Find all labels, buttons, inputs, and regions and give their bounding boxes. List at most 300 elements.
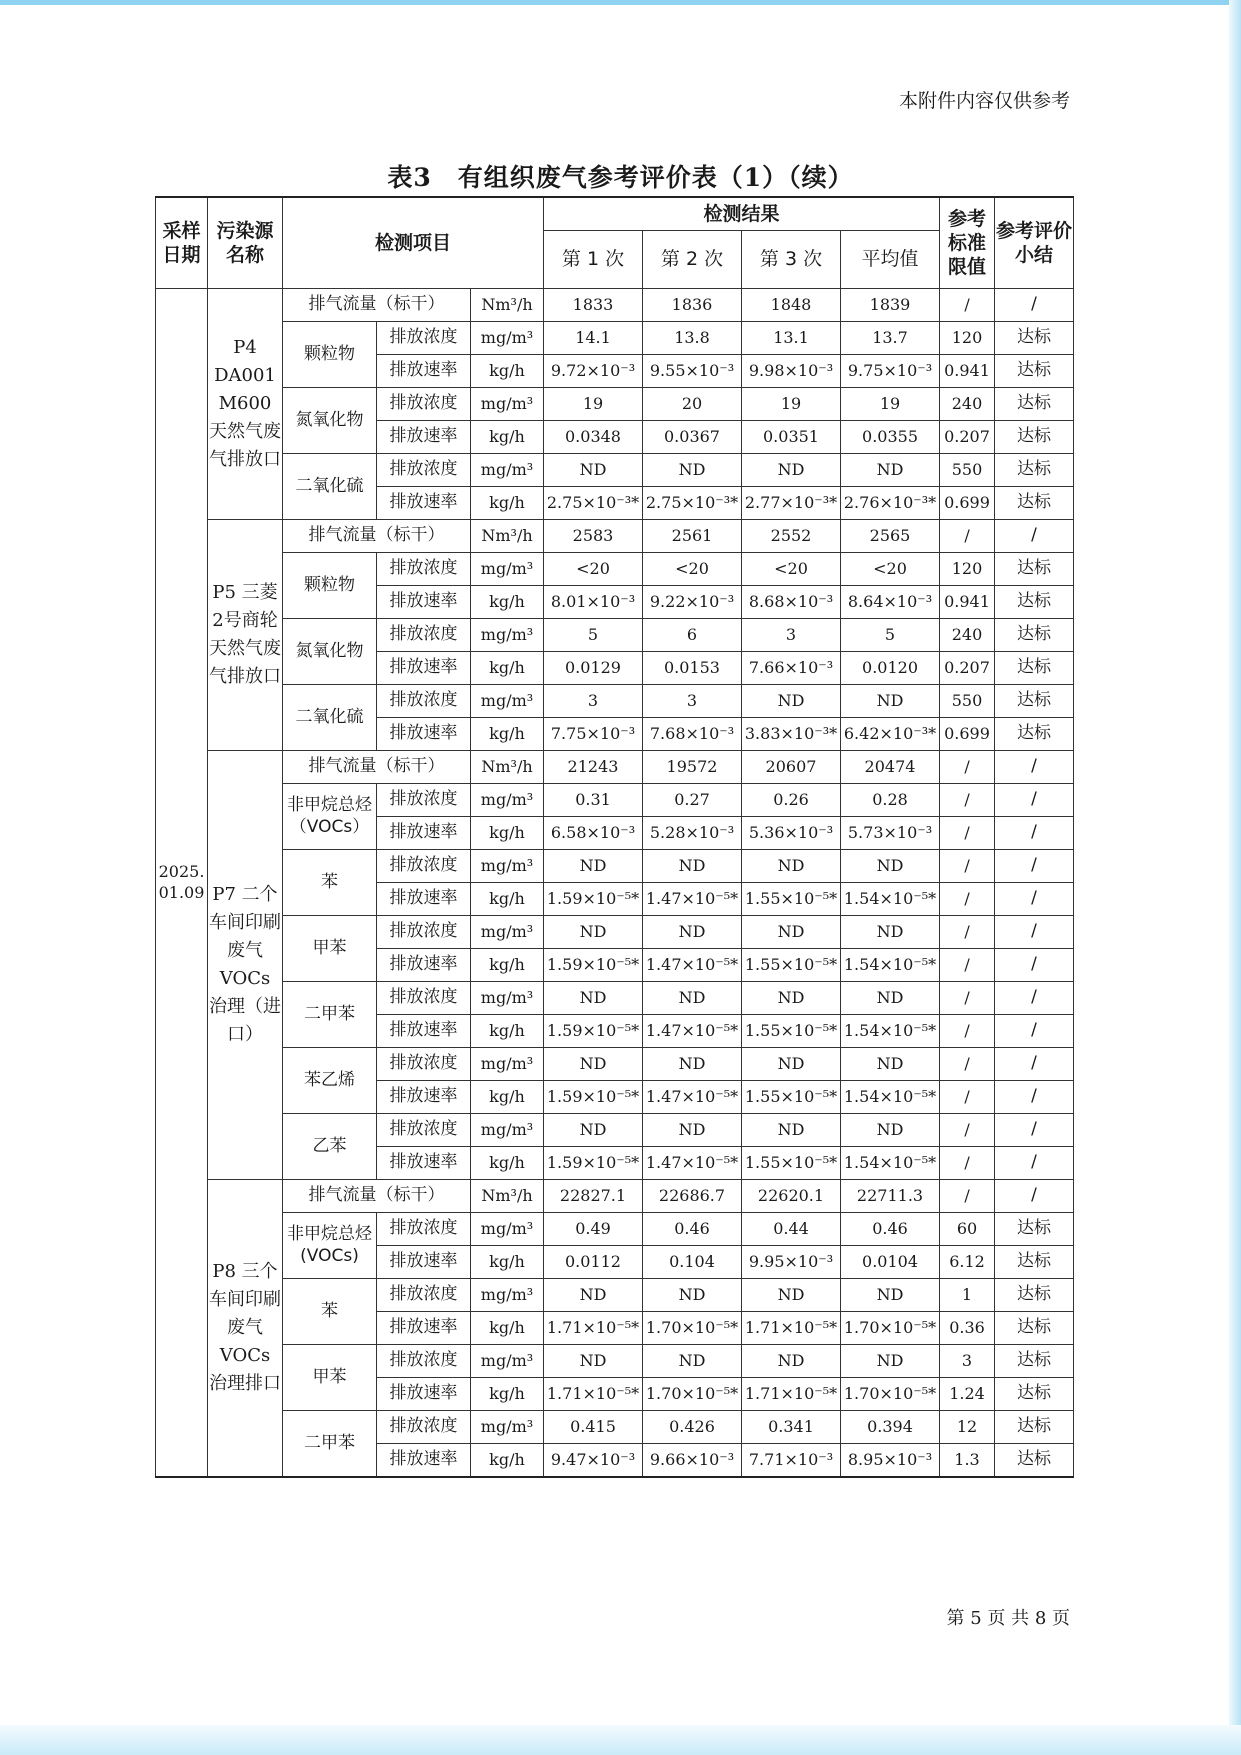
pollutant-cell: 甲苯 [283, 916, 377, 982]
value-cell: 1.71×10⁻⁵* [544, 1312, 643, 1345]
value-cell: 7.66×10⁻³ [742, 652, 841, 685]
value-cell: 2.75×10⁻³* [643, 487, 742, 520]
limit-cell: 0.36 [940, 1312, 995, 1345]
value-cell: 1.55×10⁻⁵* [742, 949, 841, 982]
value-cell: 1.71×10⁻⁵* [544, 1378, 643, 1411]
table-row [156, 784, 1074, 817]
unit-cell: kg/h [471, 1015, 544, 1048]
value-cell: 1.59×10⁻⁵* [544, 1081, 643, 1114]
pollutant-cell: 氮氧化物 [283, 388, 377, 454]
value-cell: 1.70×10⁻⁵* [841, 1312, 940, 1345]
evaluation-cell: / [995, 916, 1074, 949]
value-cell: <20 [544, 553, 643, 586]
value-cell: ND [742, 916, 841, 949]
scan-top-edge [0, 0, 1241, 5]
parameter-cell: 排放速率 [377, 1312, 471, 1345]
value-cell: <20 [643, 553, 742, 586]
unit-cell: mg/m³ [471, 454, 544, 487]
value-cell: 2583 [544, 520, 643, 553]
value-cell: 7.75×10⁻³ [544, 718, 643, 751]
limit-cell: / [940, 817, 995, 850]
limit-cell: / [940, 784, 995, 817]
value-cell: 2552 [742, 520, 841, 553]
limit-cell: 1 [940, 1279, 995, 1312]
pollutant-cell: 非甲烷总烃(VOCs) [283, 1213, 377, 1279]
value-cell: 1.55×10⁻⁵* [742, 1081, 841, 1114]
limit-cell: 1.3 [940, 1444, 995, 1478]
source-name-cell: P7 二个车间印刷废气 VOCs 治理（进口） [208, 751, 283, 1180]
parameter-cell: 排放浓度 [377, 1411, 471, 1444]
limit-cell: / [940, 1147, 995, 1180]
limit-cell: / [940, 1081, 995, 1114]
value-cell: ND [643, 982, 742, 1015]
parameter-cell: 排放浓度 [377, 619, 471, 652]
value-cell: ND [643, 850, 742, 883]
header-eval: 参考评价小结 [995, 197, 1074, 289]
evaluation-cell: / [995, 883, 1074, 916]
value-cell: 20 [643, 388, 742, 421]
value-cell: 22711.3 [841, 1180, 940, 1213]
limit-cell: / [940, 1114, 995, 1147]
value-cell: 0.28 [841, 784, 940, 817]
evaluation-cell: 达标 [995, 1411, 1074, 1444]
limit-cell: 0.699 [940, 487, 995, 520]
parameter-cell: 排放浓度 [377, 916, 471, 949]
evaluation-cell: 达标 [995, 685, 1074, 718]
value-cell: 0.49 [544, 1213, 643, 1246]
value-cell: ND [742, 1114, 841, 1147]
unit-cell: mg/m³ [471, 553, 544, 586]
table-row [156, 1213, 1074, 1246]
value-cell: ND [841, 916, 940, 949]
value-cell: 2565 [841, 520, 940, 553]
value-cell: ND [544, 454, 643, 487]
parameter-cell: 排放速率 [377, 1015, 471, 1048]
table-row [156, 916, 1074, 949]
table-row [156, 751, 1074, 784]
value-cell: 14.1 [544, 322, 643, 355]
value-cell: 21243 [544, 751, 643, 784]
item-cell: 排气流量（标干） [283, 289, 471, 322]
unit-cell: mg/m³ [471, 784, 544, 817]
value-cell: 0.0351 [742, 421, 841, 454]
value-cell: ND [742, 1048, 841, 1081]
value-cell: 0.0129 [544, 652, 643, 685]
value-cell: 7.68×10⁻³ [643, 718, 742, 751]
parameter-cell: 排放浓度 [377, 322, 471, 355]
table-row [156, 1048, 1074, 1081]
limit-cell: 120 [940, 322, 995, 355]
value-cell: 0.394 [841, 1411, 940, 1444]
pollutant-cell: 苯 [283, 1279, 377, 1345]
value-cell: 0.0355 [841, 421, 940, 454]
item-cell: 排气流量（标干） [283, 520, 471, 553]
pollutant-cell: 二甲苯 [283, 1411, 377, 1478]
header-avg: 平均值 [841, 231, 940, 289]
evaluation-cell: 达标 [995, 619, 1074, 652]
unit-cell: mg/m³ [471, 916, 544, 949]
limit-cell: 550 [940, 685, 995, 718]
table-row [156, 982, 1074, 1015]
value-cell: 0.44 [742, 1213, 841, 1246]
value-cell: 1.54×10⁻⁵* [841, 949, 940, 982]
unit-cell: kg/h [471, 586, 544, 619]
limit-cell: / [940, 883, 995, 916]
value-cell: 1.70×10⁻⁵* [841, 1378, 940, 1411]
value-cell: 2561 [643, 520, 742, 553]
value-cell: 0.0153 [643, 652, 742, 685]
unit-cell: kg/h [471, 817, 544, 850]
value-cell: 0.0367 [643, 421, 742, 454]
evaluation-cell: 达标 [995, 1312, 1074, 1345]
unit-cell: kg/h [471, 355, 544, 388]
value-cell: 9.22×10⁻³ [643, 586, 742, 619]
value-cell: 9.72×10⁻³ [544, 355, 643, 388]
unit-cell: Nm³/h [471, 1180, 544, 1213]
value-cell: 2.77×10⁻³* [742, 487, 841, 520]
value-cell: 3.83×10⁻³* [742, 718, 841, 751]
table-row [156, 520, 1074, 553]
table-row [156, 1279, 1074, 1312]
value-cell: ND [841, 454, 940, 487]
value-cell: 9.66×10⁻³ [643, 1444, 742, 1478]
value-cell: 5 [544, 619, 643, 652]
value-cell: 1.47×10⁻⁵* [643, 1147, 742, 1180]
value-cell: 22620.1 [742, 1180, 841, 1213]
value-cell: 3 [742, 619, 841, 652]
header-item: 检测项目 [283, 197, 544, 289]
evaluation-cell: / [995, 520, 1074, 553]
value-cell: ND [742, 850, 841, 883]
value-cell: 1.59×10⁻⁵* [544, 1147, 643, 1180]
evaluation-cell: / [995, 1048, 1074, 1081]
value-cell: 0.46 [643, 1213, 742, 1246]
table-row [156, 1180, 1074, 1213]
value-cell: <20 [841, 553, 940, 586]
value-cell: 13.8 [643, 322, 742, 355]
unit-cell: kg/h [471, 1081, 544, 1114]
unit-cell: mg/m³ [471, 685, 544, 718]
unit-cell: kg/h [471, 1378, 544, 1411]
parameter-cell: 排放速率 [377, 718, 471, 751]
unit-cell: mg/m³ [471, 322, 544, 355]
page-footer: 第 5 页 共 8 页 [946, 1608, 1070, 1629]
source-name-cell: P4 DA001 M600 天然气废气排放口 [208, 289, 283, 520]
value-cell: 1.54×10⁻⁵* [841, 1015, 940, 1048]
value-cell: 1839 [841, 289, 940, 322]
value-cell: ND [841, 1279, 940, 1312]
unit-cell: kg/h [471, 718, 544, 751]
value-cell: 8.01×10⁻³ [544, 586, 643, 619]
value-cell: 20607 [742, 751, 841, 784]
evaluation-cell: 达标 [995, 1279, 1074, 1312]
value-cell: 0.426 [643, 1411, 742, 1444]
parameter-cell: 排放浓度 [377, 388, 471, 421]
pollutant-cell: 二氧化硫 [283, 454, 377, 520]
value-cell: ND [544, 1279, 643, 1312]
evaluation-cell: / [995, 1081, 1074, 1114]
value-cell: 19572 [643, 751, 742, 784]
unit-cell: kg/h [471, 1444, 544, 1478]
value-cell: 0.46 [841, 1213, 940, 1246]
evaluation-cell: 达标 [995, 553, 1074, 586]
pollutant-cell: 苯 [283, 850, 377, 916]
sampling-date-cell: 2025.01.09 [156, 289, 208, 1478]
limit-cell: / [940, 520, 995, 553]
table-caption: 表3 有组织废气参考评价表（1）（续） [387, 163, 854, 192]
parameter-cell: 排放浓度 [377, 1048, 471, 1081]
pollutant-cell: 二氧化硫 [283, 685, 377, 751]
value-cell: 1.54×10⁻⁵* [841, 1147, 940, 1180]
limit-cell: 550 [940, 454, 995, 487]
value-cell: ND [544, 1345, 643, 1378]
value-cell: 0.31 [544, 784, 643, 817]
value-cell: ND [742, 1345, 841, 1378]
evaluation-cell: / [995, 751, 1074, 784]
value-cell: ND [544, 982, 643, 1015]
value-cell: ND [643, 454, 742, 487]
value-cell: 2.76×10⁻³* [841, 487, 940, 520]
header-date: 采样日期 [156, 197, 208, 289]
evaluation-cell: 达标 [995, 388, 1074, 421]
limit-cell: 6.12 [940, 1246, 995, 1279]
table-row [156, 1114, 1074, 1147]
unit-cell: mg/m³ [471, 1411, 544, 1444]
header-source: 污染源名称 [208, 197, 283, 289]
limit-cell: / [940, 1048, 995, 1081]
value-cell: 1.55×10⁻⁵* [742, 1147, 841, 1180]
parameter-cell: 排放速率 [377, 1246, 471, 1279]
table-row [156, 553, 1074, 586]
table-row [156, 1345, 1074, 1378]
parameter-cell: 排放速率 [377, 1147, 471, 1180]
limit-cell: 0.941 [940, 586, 995, 619]
evaluation-cell: 达标 [995, 421, 1074, 454]
value-cell: 1.70×10⁻⁵* [643, 1378, 742, 1411]
pollutant-cell: 氮氧化物 [283, 619, 377, 685]
evaluation-cell: / [995, 817, 1074, 850]
evaluation-cell: 达标 [995, 1246, 1074, 1279]
scan-right-edge [1229, 0, 1241, 1755]
parameter-cell: 排放速率 [377, 1081, 471, 1114]
table-row [156, 685, 1074, 718]
parameter-cell: 排放浓度 [377, 1345, 471, 1378]
unit-cell: mg/m³ [471, 1048, 544, 1081]
unit-cell: mg/m³ [471, 850, 544, 883]
value-cell: 9.98×10⁻³ [742, 355, 841, 388]
value-cell: 0.0104 [841, 1246, 940, 1279]
limit-cell: 240 [940, 619, 995, 652]
limit-cell: / [940, 982, 995, 1015]
header-r3: 第 3 次 [742, 231, 841, 289]
header-r2: 第 2 次 [643, 231, 742, 289]
evaluation-cell: / [995, 1015, 1074, 1048]
value-cell: 1.59×10⁻⁵* [544, 1015, 643, 1048]
evaluation-cell: 达标 [995, 1345, 1074, 1378]
value-cell: 1.59×10⁻⁵* [544, 883, 643, 916]
value-cell: 6 [643, 619, 742, 652]
value-cell: 1.70×10⁻⁵* [643, 1312, 742, 1345]
value-cell: 3 [643, 685, 742, 718]
evaluation-cell: / [995, 1114, 1074, 1147]
unit-cell: mg/m³ [471, 1114, 544, 1147]
value-cell: 0.415 [544, 1411, 643, 1444]
limit-cell: 1.24 [940, 1378, 995, 1411]
value-cell: 19 [742, 388, 841, 421]
value-cell: ND [643, 1114, 742, 1147]
unit-cell: mg/m³ [471, 1345, 544, 1378]
value-cell: 5.73×10⁻³ [841, 817, 940, 850]
value-cell: ND [841, 1048, 940, 1081]
header-limit: 参考标准限值 [940, 197, 995, 289]
pollutant-cell: 颗粒物 [283, 322, 377, 388]
evaluation-cell: / [995, 850, 1074, 883]
value-cell: ND [841, 1114, 940, 1147]
unit-cell: Nm³/h [471, 289, 544, 322]
value-cell: 1.71×10⁻⁵* [742, 1312, 841, 1345]
value-cell: 20474 [841, 751, 940, 784]
value-cell: 6.42×10⁻³* [841, 718, 940, 751]
source-name-cell: P8 三个车间印刷废气 VOCs 治理排口 [208, 1180, 283, 1478]
limit-cell: 120 [940, 553, 995, 586]
unit-cell: mg/m³ [471, 619, 544, 652]
table-row [156, 850, 1074, 883]
table-row [156, 322, 1074, 355]
value-cell: ND [643, 1048, 742, 1081]
parameter-cell: 排放速率 [377, 1378, 471, 1411]
value-cell: ND [841, 850, 940, 883]
item-cell: 排气流量（标干） [283, 751, 471, 784]
value-cell: 0.0348 [544, 421, 643, 454]
table-body [156, 197, 1074, 1477]
value-cell: 9.95×10⁻³ [742, 1246, 841, 1279]
value-cell: 22686.7 [643, 1180, 742, 1213]
value-cell: 5.36×10⁻³ [742, 817, 841, 850]
header-row-1 [156, 197, 1074, 231]
value-cell: 6.58×10⁻³ [544, 817, 643, 850]
parameter-cell: 排放速率 [377, 487, 471, 520]
unit-cell: kg/h [471, 421, 544, 454]
table-row [156, 1411, 1074, 1444]
value-cell: 0.26 [742, 784, 841, 817]
value-cell: 9.55×10⁻³ [643, 355, 742, 388]
parameter-cell: 排放浓度 [377, 1279, 471, 1312]
parameter-cell: 排放速率 [377, 949, 471, 982]
evaluation-cell: 达标 [995, 586, 1074, 619]
parameter-cell: 排放速率 [377, 586, 471, 619]
value-cell: 0.341 [742, 1411, 841, 1444]
value-cell: ND [742, 1279, 841, 1312]
value-cell: ND [544, 1048, 643, 1081]
unit-cell: mg/m³ [471, 1279, 544, 1312]
value-cell: 8.95×10⁻³ [841, 1444, 940, 1478]
parameter-cell: 排放浓度 [377, 784, 471, 817]
evaluation-cell: / [995, 784, 1074, 817]
value-cell: 1.55×10⁻⁵* [742, 1015, 841, 1048]
value-cell: 5 [841, 619, 940, 652]
parameter-cell: 排放浓度 [377, 1114, 471, 1147]
evaluation-cell: / [995, 289, 1074, 322]
evaluation-cell: / [995, 1147, 1074, 1180]
value-cell: 8.68×10⁻³ [742, 586, 841, 619]
value-cell: 1.55×10⁻⁵* [742, 883, 841, 916]
value-cell: 13.1 [742, 322, 841, 355]
evaluation-cell: 达标 [995, 1213, 1074, 1246]
pollutant-cell: 颗粒物 [283, 553, 377, 619]
value-cell: 1836 [643, 289, 742, 322]
value-cell: 22827.1 [544, 1180, 643, 1213]
limit-cell: / [940, 850, 995, 883]
unit-cell: kg/h [471, 1246, 544, 1279]
value-cell: ND [742, 982, 841, 1015]
value-cell: 2.75×10⁻³* [544, 487, 643, 520]
value-cell: 1.54×10⁻⁵* [841, 1081, 940, 1114]
limit-cell: 60 [940, 1213, 995, 1246]
value-cell: 1.47×10⁻⁵* [643, 1015, 742, 1048]
parameter-cell: 排放速率 [377, 817, 471, 850]
table-row [156, 289, 1074, 322]
value-cell: 3 [544, 685, 643, 718]
limit-cell: 12 [940, 1411, 995, 1444]
unit-cell: Nm³/h [471, 751, 544, 784]
limit-cell: / [940, 289, 995, 322]
limit-cell: 0.207 [940, 652, 995, 685]
evaluation-cell: / [995, 949, 1074, 982]
evaluation-cell: 达标 [995, 1378, 1074, 1411]
unit-cell: mg/m³ [471, 982, 544, 1015]
value-cell: 1.54×10⁻⁵* [841, 883, 940, 916]
parameter-cell: 排放速率 [377, 355, 471, 388]
limit-cell: / [940, 916, 995, 949]
evaluation-cell: 达标 [995, 454, 1074, 487]
evaluation-cell: / [995, 1180, 1074, 1213]
value-cell: 1833 [544, 289, 643, 322]
parameter-cell: 排放浓度 [377, 685, 471, 718]
evaluation-cell: 达标 [995, 652, 1074, 685]
parameter-cell: 排放浓度 [377, 982, 471, 1015]
evaluation-cell: 达标 [995, 718, 1074, 751]
unit-cell: kg/h [471, 949, 544, 982]
value-cell: 1.71×10⁻⁵* [742, 1378, 841, 1411]
value-cell: 7.71×10⁻³ [742, 1444, 841, 1478]
parameter-cell: 排放浓度 [377, 1213, 471, 1246]
value-cell: ND [544, 850, 643, 883]
value-cell: ND [742, 454, 841, 487]
unit-cell: kg/h [471, 1312, 544, 1345]
value-cell: <20 [742, 553, 841, 586]
parameter-cell: 排放速率 [377, 883, 471, 916]
limit-cell: 3 [940, 1345, 995, 1378]
limit-cell: 0.941 [940, 355, 995, 388]
value-cell: 19 [841, 388, 940, 421]
value-cell: ND [841, 982, 940, 1015]
value-cell: ND [742, 685, 841, 718]
table-row [156, 388, 1074, 421]
unit-cell: Nm³/h [471, 520, 544, 553]
value-cell: 0.0112 [544, 1246, 643, 1279]
table-row [156, 454, 1074, 487]
value-cell: 9.47×10⁻³ [544, 1444, 643, 1478]
parameter-cell: 排放浓度 [377, 850, 471, 883]
parameter-cell: 排放速率 [377, 421, 471, 454]
scan-bottom-edge [0, 1725, 1241, 1755]
limit-cell: 240 [940, 388, 995, 421]
source-name-cell: P5 三菱2号商轮天然气废气排放口 [208, 520, 283, 751]
value-cell: ND [643, 916, 742, 949]
evaluation-cell: 达标 [995, 355, 1074, 388]
evaluation-cell: 达标 [995, 1444, 1074, 1478]
unit-cell: kg/h [471, 487, 544, 520]
